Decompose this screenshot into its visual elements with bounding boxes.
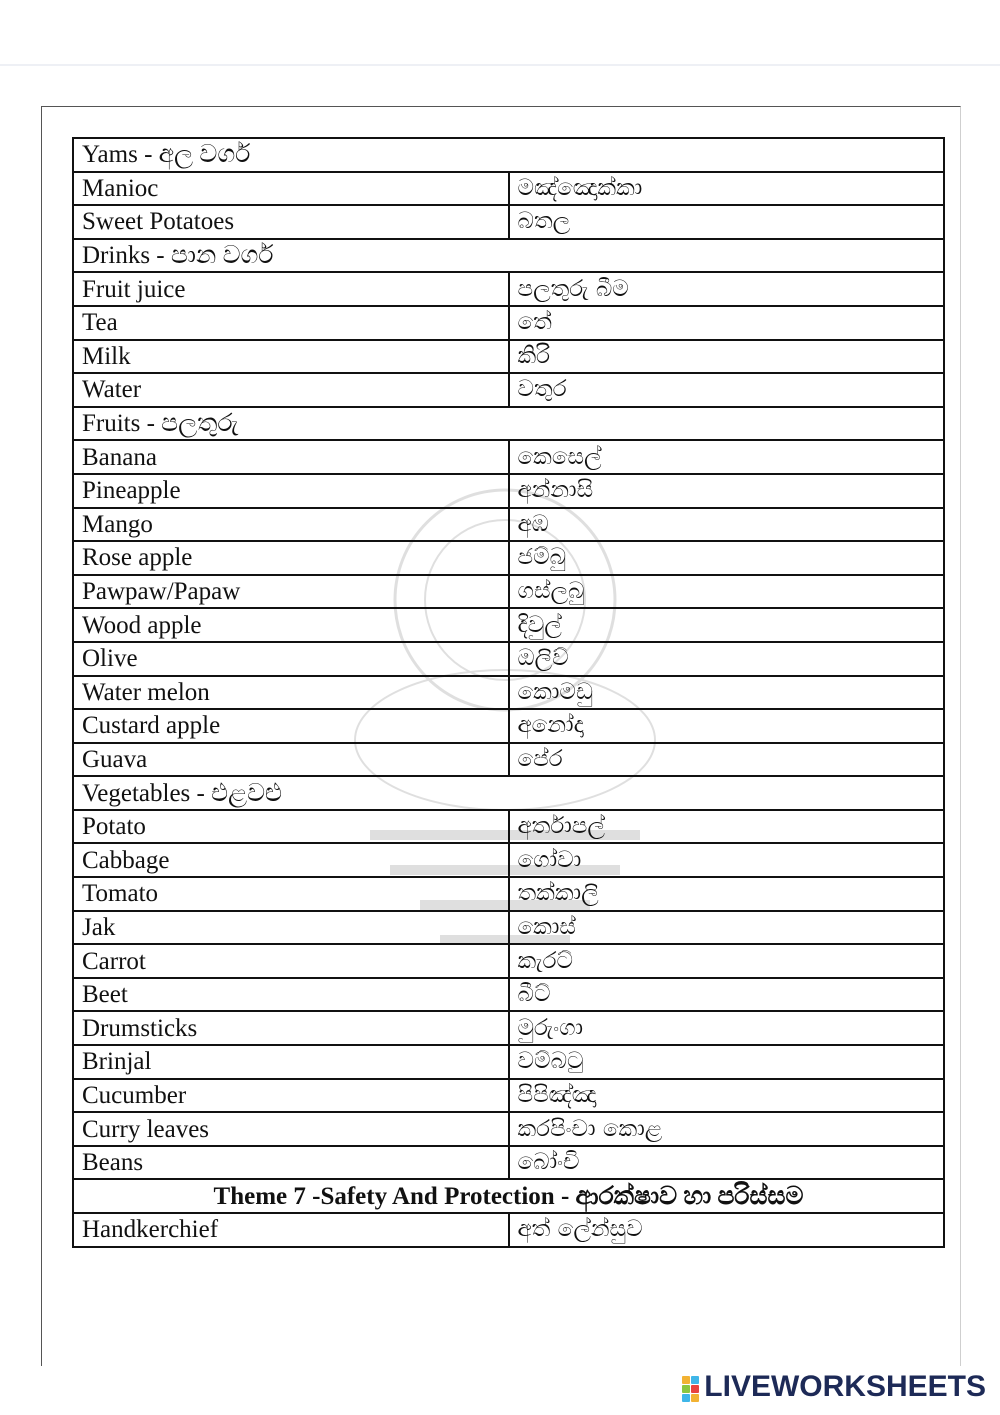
section-heading-row bbox=[73, 776, 944, 810]
english-word: Milk bbox=[73, 340, 509, 374]
table-row bbox=[73, 642, 944, 676]
sinhala-translation: වම්බටු bbox=[509, 1045, 945, 1079]
sinhala-translation: අර්තාපල් bbox=[509, 810, 945, 844]
english-word: Beans bbox=[73, 1146, 509, 1180]
sinhala-translation: අනෝදා bbox=[509, 709, 945, 743]
sinhala-translation: කෙසෙල් bbox=[509, 440, 945, 474]
top-band bbox=[0, 0, 1000, 66]
table-row bbox=[73, 608, 944, 642]
table-row bbox=[73, 676, 944, 710]
section-heading-row bbox=[73, 138, 944, 172]
table-row bbox=[73, 911, 944, 945]
sinhala-translation: වතුර bbox=[509, 373, 945, 407]
english-word: Water melon bbox=[73, 676, 509, 710]
table-row bbox=[73, 440, 944, 474]
sinhala-translation: බතල bbox=[509, 205, 945, 239]
sinhala-translation: අත් ලේන්සුව bbox=[509, 1213, 945, 1247]
theme-heading-row bbox=[73, 1179, 944, 1213]
logo-text: LIVEWORKSHEETS bbox=[704, 1370, 986, 1403]
english-word: Wood apple bbox=[73, 608, 509, 642]
table-row bbox=[73, 508, 944, 542]
table-row bbox=[73, 474, 944, 508]
sinhala-translation: බෝංචි bbox=[509, 1146, 945, 1180]
sinhala-translation: තක්කාලි bbox=[509, 877, 945, 911]
english-word: Rose apple bbox=[73, 541, 509, 575]
table-row bbox=[73, 541, 944, 575]
english-word: Handkerchief bbox=[73, 1213, 509, 1247]
sinhala-translation: අන්නාසි bbox=[509, 474, 945, 508]
sinhala-translation: පලතුරු බීම bbox=[509, 272, 945, 306]
english-word: Cucumber bbox=[73, 1079, 509, 1113]
table-row bbox=[73, 1146, 944, 1180]
vocabulary-table bbox=[72, 137, 945, 1248]
table-row bbox=[73, 373, 944, 407]
sinhala-translation: පිපිඤ්ඤා bbox=[509, 1079, 945, 1113]
table-row bbox=[73, 340, 944, 374]
table-row bbox=[73, 743, 944, 777]
sinhala-translation: දිවුල් bbox=[509, 608, 945, 642]
sinhala-translation: ජම්බු bbox=[509, 541, 945, 575]
sinhala-translation: කොස් bbox=[509, 911, 945, 945]
table-row bbox=[73, 306, 944, 340]
english-word: Jak bbox=[73, 911, 509, 945]
english-word: Curry leaves bbox=[73, 1112, 509, 1146]
english-word: Banana bbox=[73, 440, 509, 474]
table-row bbox=[73, 272, 944, 306]
table-row bbox=[73, 205, 944, 239]
section-heading: Yams - අල වර්ග bbox=[73, 138, 944, 172]
liveworksheets-logo-icon bbox=[682, 1374, 700, 1400]
english-word: Mango bbox=[73, 508, 509, 542]
table-row bbox=[73, 709, 944, 743]
sinhala-translation: කිරි bbox=[509, 340, 945, 374]
sinhala-translation: කැරට් bbox=[509, 944, 945, 978]
table-row bbox=[73, 810, 944, 844]
english-word: Water bbox=[73, 373, 509, 407]
table-row bbox=[73, 1112, 944, 1146]
english-word: Custard apple bbox=[73, 709, 509, 743]
english-word: Guava bbox=[73, 743, 509, 777]
english-word: Brinjal bbox=[73, 1045, 509, 1079]
english-word: Tea bbox=[73, 306, 509, 340]
table-row bbox=[73, 1079, 944, 1113]
english-word: Carrot bbox=[73, 944, 509, 978]
english-word: Pawpaw/Papaw bbox=[73, 575, 509, 609]
table-row bbox=[73, 575, 944, 609]
sinhala-translation: ඔලිව් bbox=[509, 642, 945, 676]
english-word: Drumsticks bbox=[73, 1011, 509, 1045]
table-row bbox=[73, 944, 944, 978]
section-heading-row bbox=[73, 407, 944, 441]
sinhala-translation: කරපිංචා කොළ bbox=[509, 1112, 945, 1146]
sinhala-translation: පේර bbox=[509, 743, 945, 777]
table-row bbox=[73, 1045, 944, 1079]
sinhala-translation: අඹ bbox=[509, 508, 945, 542]
english-word: Manioc bbox=[73, 172, 509, 206]
sinhala-translation: ගස්ලබු bbox=[509, 575, 945, 609]
section-heading: Vegetables - එළවළු bbox=[73, 776, 944, 810]
section-heading-row bbox=[73, 239, 944, 273]
table-row bbox=[73, 877, 944, 911]
english-word: Tomato bbox=[73, 877, 509, 911]
sinhala-translation: කොමඩු bbox=[509, 676, 945, 710]
table-row bbox=[73, 1011, 944, 1045]
sinhala-translation: මඤ්ඤොක්කා bbox=[509, 172, 945, 206]
sinhala-translation: තේ bbox=[509, 306, 945, 340]
table-row bbox=[73, 172, 944, 206]
theme-heading: Theme 7 -Safety And Protection - ආරක්ෂාව හා පරිස්සම bbox=[73, 1179, 944, 1213]
table-row bbox=[73, 978, 944, 1012]
english-word: Olive bbox=[73, 642, 509, 676]
table-row bbox=[73, 1213, 944, 1247]
english-word: Cabbage bbox=[73, 843, 509, 877]
sinhala-translation: මුරුංගා bbox=[509, 1011, 945, 1045]
section-heading: Fruits - පලතුරු bbox=[73, 407, 944, 441]
english-word: Fruit juice bbox=[73, 272, 509, 306]
section-heading: Drinks - පාන වර්ග bbox=[73, 239, 944, 273]
sinhala-translation: ගෝවා bbox=[509, 843, 945, 877]
sinhala-translation: බීට් bbox=[509, 978, 945, 1012]
liveworksheets-logo[interactable] bbox=[682, 1371, 986, 1403]
english-word: Potato bbox=[73, 810, 509, 844]
table-row bbox=[73, 843, 944, 877]
english-word: Sweet Potatoes bbox=[73, 205, 509, 239]
english-word: Beet bbox=[73, 978, 509, 1012]
english-word: Pineapple bbox=[73, 474, 509, 508]
